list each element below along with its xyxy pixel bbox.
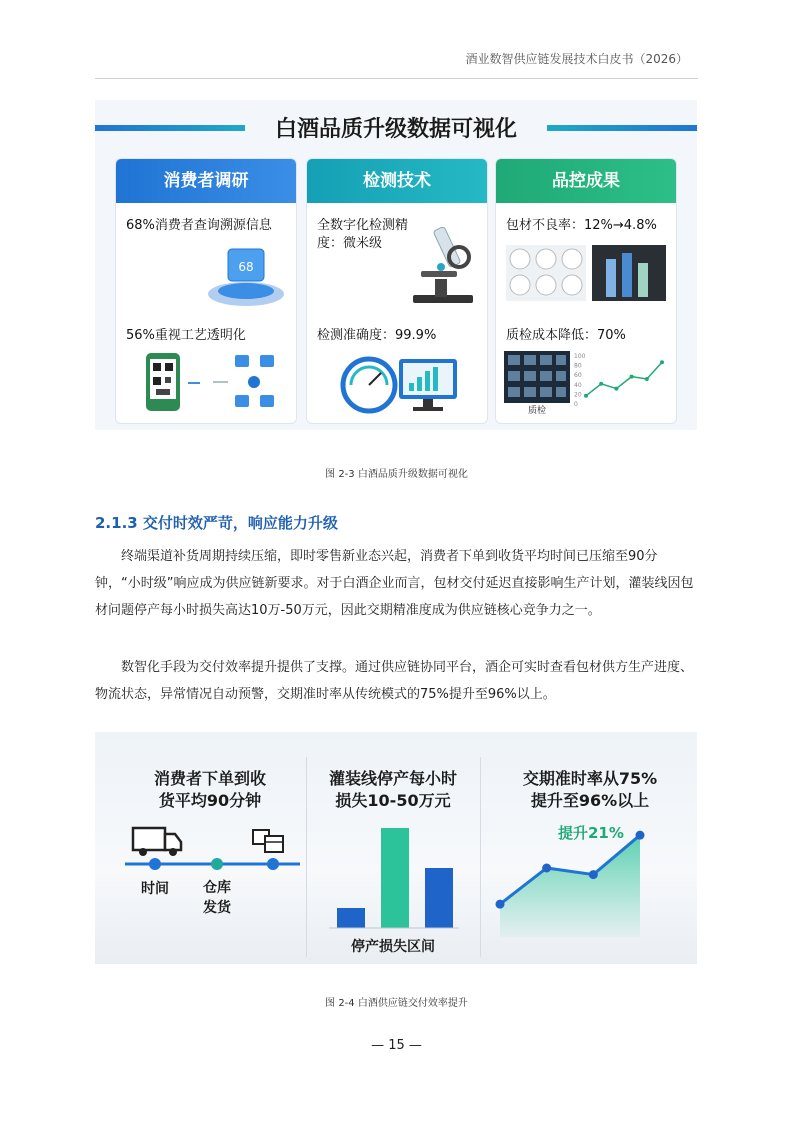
- data-point: [614, 387, 618, 391]
- panel-head: 检测技术: [307, 159, 487, 203]
- bar: [337, 908, 365, 928]
- warehouse-boxes-icon: [253, 830, 283, 852]
- gauge-monitor-icon: [337, 347, 467, 417]
- chart-annotation: 提升21%: [558, 824, 624, 842]
- data-point: [542, 864, 551, 873]
- label-line: 仓库: [203, 880, 231, 896]
- panel-item-1: 全数字化检测精度：微米级: [317, 218, 409, 251]
- title-line: 提升至96%以上: [530, 791, 650, 810]
- tick-label: 100: [574, 353, 586, 360]
- title-line: 损失10-50万元: [335, 791, 451, 810]
- panel-item-2: 质检成本降低：70%: [506, 328, 626, 343]
- paragraph: 终端渠道补货周期持续压缩，即时零售新业态兴起，消费者下单到收货平均时间已压缩至90分钟，“小时级”响应成为供应链新要求。对于白酒企业而言，包材交付延迟直接影响生产计划，灌装线因包材问题停产每小时损失高达10万-50万元，因此交期精准度成为供应链核心竞争力之一。: [95, 549, 694, 618]
- data-point: [660, 360, 664, 364]
- samples-photo-icon: [506, 245, 666, 301]
- divider: [306, 757, 307, 957]
- tick-label: 80: [574, 362, 582, 370]
- loss-bar-chart: [317, 808, 469, 958]
- microscope-icon: [407, 219, 479, 307]
- photo-label: 质检: [527, 406, 547, 416]
- title-line: 交期准时率从75%: [522, 769, 658, 788]
- title-line: 消费者下单到收: [153, 769, 266, 788]
- chart-xlabel: 停产损失区间: [351, 939, 435, 955]
- panel-head: 消费者调研: [116, 159, 296, 203]
- section-heading: 2.1.3 交付时效严苛，响应能力升级: [95, 514, 338, 532]
- title-line: 灌装线停产每小时: [328, 769, 457, 788]
- tick-label: 60: [574, 372, 582, 380]
- page-number: — 15 —: [371, 1038, 422, 1053]
- title-line: 货平均90分钟: [158, 791, 262, 810]
- header-rule: [95, 78, 698, 79]
- data-point: [584, 394, 588, 398]
- panel-item-2: 56%重视工艺透明化: [126, 328, 246, 343]
- panel-item-1: 68%消费者查询溯源信息: [126, 218, 272, 233]
- panel-quality-results: [495, 158, 677, 424]
- figure-quality-visualization: [95, 100, 697, 430]
- paragraph: 数智化手段为交付效率提升提供了支撑。通过供应链协同平台，酒企可实时查看包材供方生产进度、物流状态，异常情况自动预警，交期准时率从传统模式的75%提升至96%以上。: [95, 660, 694, 702]
- label-warehouse: [199, 878, 235, 918]
- tick-label: 40: [574, 381, 582, 389]
- figure-caption: 图 2-3 白酒品质升级数据可视化: [325, 469, 468, 480]
- panel-item-2: 检测准确度：99.9%: [317, 328, 437, 343]
- figure-delivery-efficiency: [95, 732, 697, 964]
- running-header: 酒业数智供应链发展技术白皮书（2026）: [465, 52, 688, 66]
- figure-title: 白酒品质升级数据可视化: [274, 117, 517, 142]
- data-point: [599, 382, 603, 386]
- figure-caption: 图 2-4 白酒供应链交付效率提升: [325, 998, 468, 1009]
- panel-head: 品控成果: [496, 159, 676, 203]
- data-point: [630, 375, 634, 379]
- on-time-rate-area-chart: [490, 812, 690, 952]
- label-time: 时间: [141, 881, 169, 897]
- label-line: 发货: [203, 900, 231, 916]
- badge-value: 68: [238, 260, 254, 274]
- bar: [381, 828, 409, 928]
- data-point: [589, 870, 598, 879]
- panel-item-1: 包材不良率：12%→4.8%: [506, 218, 657, 233]
- panel-title: [135, 768, 285, 812]
- data-point: [636, 831, 645, 840]
- divider: [480, 757, 481, 957]
- tick-label: 20: [574, 391, 582, 399]
- panel-title: [317, 768, 469, 812]
- qr-phone-flow-icon: [138, 351, 288, 413]
- hologram-badge-icon: [201, 239, 291, 309]
- quality-mini-chart: [504, 351, 670, 417]
- panel-title: [495, 768, 685, 812]
- bar: [425, 868, 453, 928]
- data-point: [645, 377, 649, 381]
- panel-testing-tech: [306, 158, 488, 424]
- tick-label: 0: [574, 401, 578, 408]
- panel-consumer-survey: [115, 158, 297, 424]
- truck-icon: [133, 828, 181, 856]
- data-point: [496, 900, 505, 909]
